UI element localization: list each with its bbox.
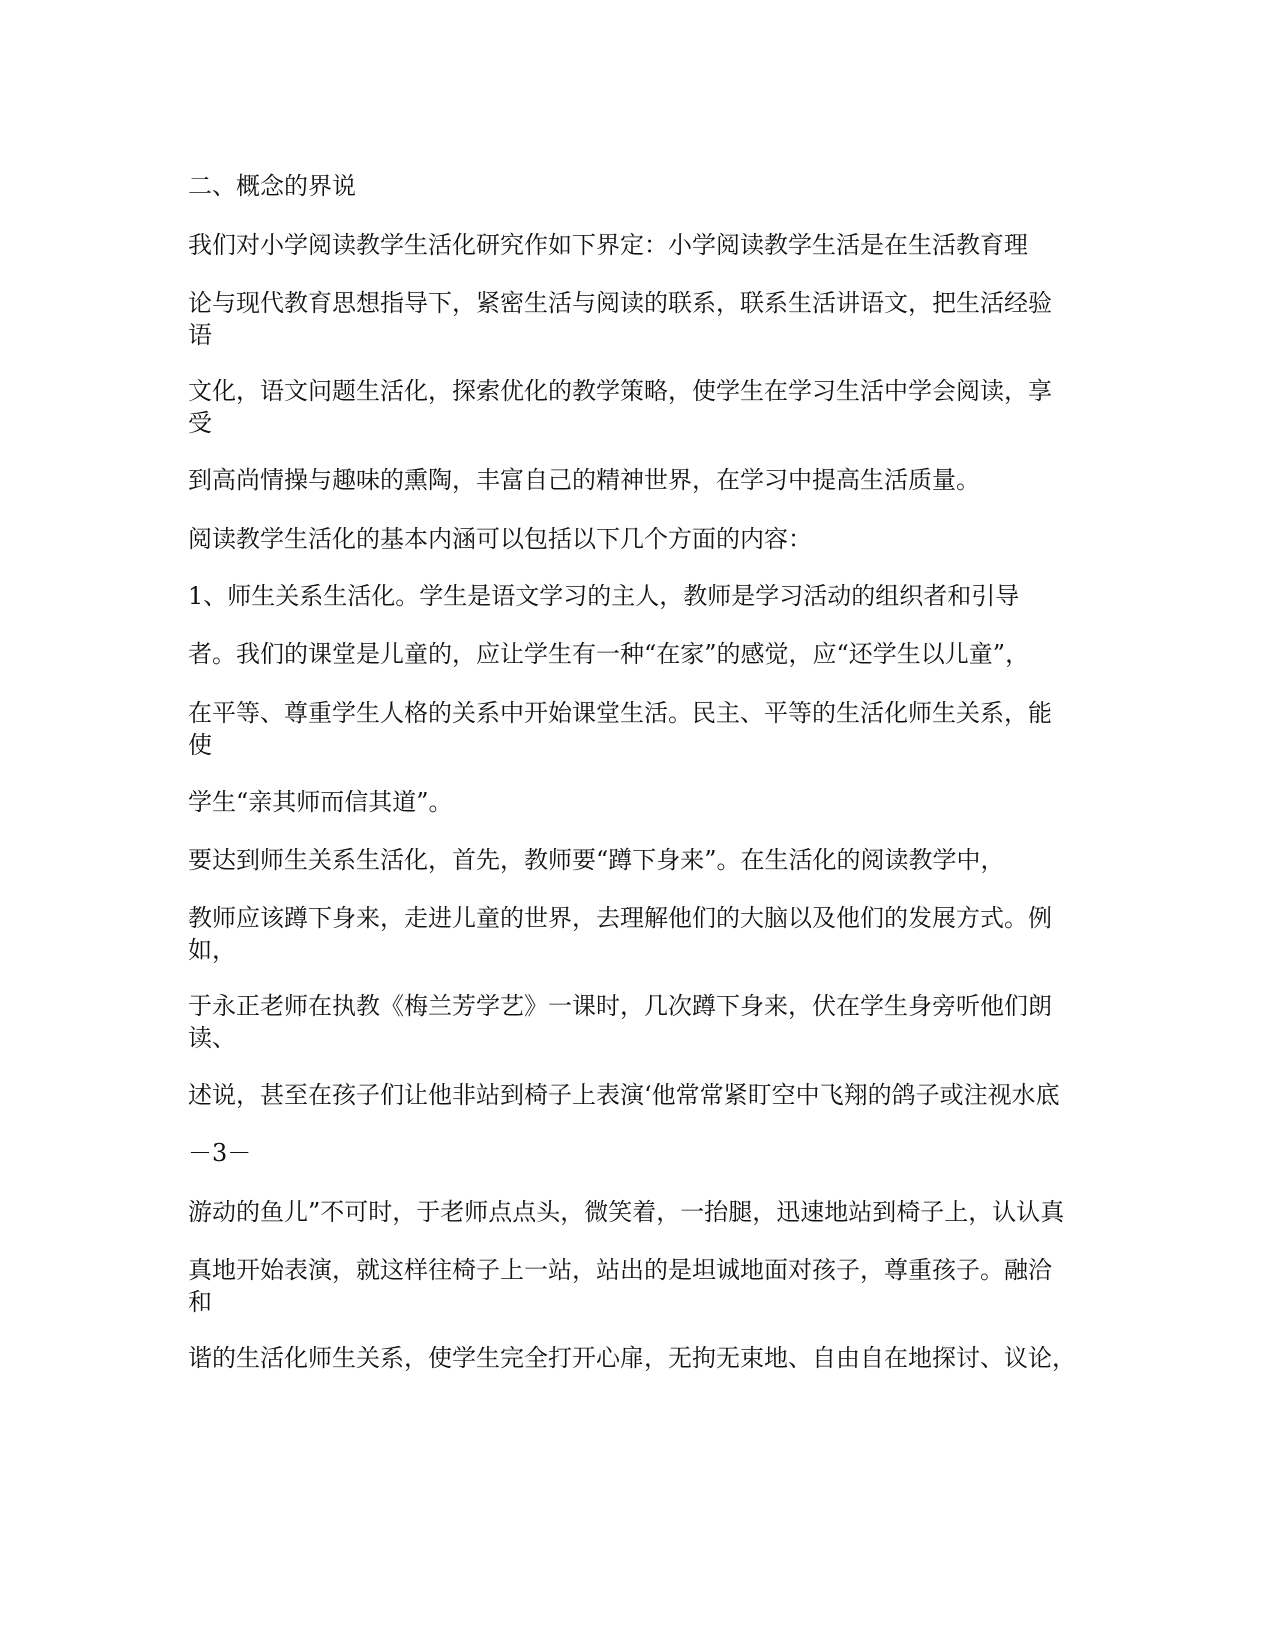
paragraph-line: 者。我们的课堂是儿童的，应让学生有一种“在家”的感觉，应“还学生以儿童”，: [188, 640, 1030, 668]
paragraph-line: 1、师生关系生活化。学生是语文学习的主人，教师是学习活动的组织者和引导: [188, 582, 1020, 610]
paragraph-line: 要达到师生关系生活化，首先，教师要“蹲下身来”。在生活化的阅读教学中，: [188, 846, 1005, 874]
wrapped-text: 如，: [188, 936, 236, 964]
paragraph-line: [188, 902, 1088, 966]
line-text: 教师应该蹲下身来，走进儿童的世界，去理解他们的大脑以及他们的发展方式。例: [188, 904, 1052, 932]
paragraph-line: 到高尚情操与趣味的熏陶，丰富自己的精神世界，在学习中提高生活质量。: [188, 466, 980, 494]
wrapped-text: 语: [188, 321, 212, 349]
line-text: 论与现代教育思想指导下，紧密生活与阅读的联系，联系生活讲语文，把生活经验: [188, 289, 1052, 317]
line-text: 真地开始表演，就这样往椅子上一站，站出的是坦诚地面对孩子，尊重孩子。融洽: [188, 1256, 1052, 1284]
paragraph-line: [188, 1254, 1088, 1318]
paragraph-line: 谐的生活化师生关系，使学生完全打开心扉，无拘无束地、自由自在地探讨、议论，: [188, 1344, 1076, 1372]
paragraph-line: 学生“亲其师而信其道”。: [188, 788, 453, 816]
section-heading: 二、概念的界说: [188, 172, 356, 200]
paragraph-line: [188, 990, 1088, 1054]
page-number: －3－: [188, 1139, 252, 1167]
paragraph-line: [188, 287, 1088, 351]
paragraph-line: [188, 375, 1088, 439]
paragraph-line: 游动的鱼儿”不可时，于老师点点头，微笑着，一抬腿，迅速地站到椅子上，认认真: [188, 1198, 1065, 1226]
paragraph-line: 我们对小学阅读教学生活化研究作如下界定：小学阅读教学生活是在生活教育理: [188, 231, 1028, 259]
wrapped-text: 和: [188, 1288, 212, 1316]
wrapped-text: 使: [188, 731, 212, 759]
line-text: 于永正老师在执教《梅兰芳学艺》一课时，几次蹲下身来，伏在学生身旁听他们朗: [188, 992, 1052, 1020]
line-text: 在平等、尊重学生人格的关系中开始课堂生活。民主、平等的生活化师生关系，能: [188, 699, 1052, 727]
wrapped-text: 读、: [188, 1024, 236, 1052]
paragraph-line: [188, 697, 1088, 761]
paragraph-line: 述说，甚至在孩子们让他非站到椅子上表演‘他常常紧盯空中飞翔的鸽子或注视水底: [188, 1081, 1060, 1109]
line-text: 文化，语文问题生活化，探索优化的教学策略，使学生在学习生活中学会阅读，享: [188, 377, 1052, 405]
paragraph-line: 阅读教学生活化的基本内涵可以包括以下几个方面的内容：: [188, 525, 812, 553]
wrapped-text: 受: [188, 409, 212, 437]
